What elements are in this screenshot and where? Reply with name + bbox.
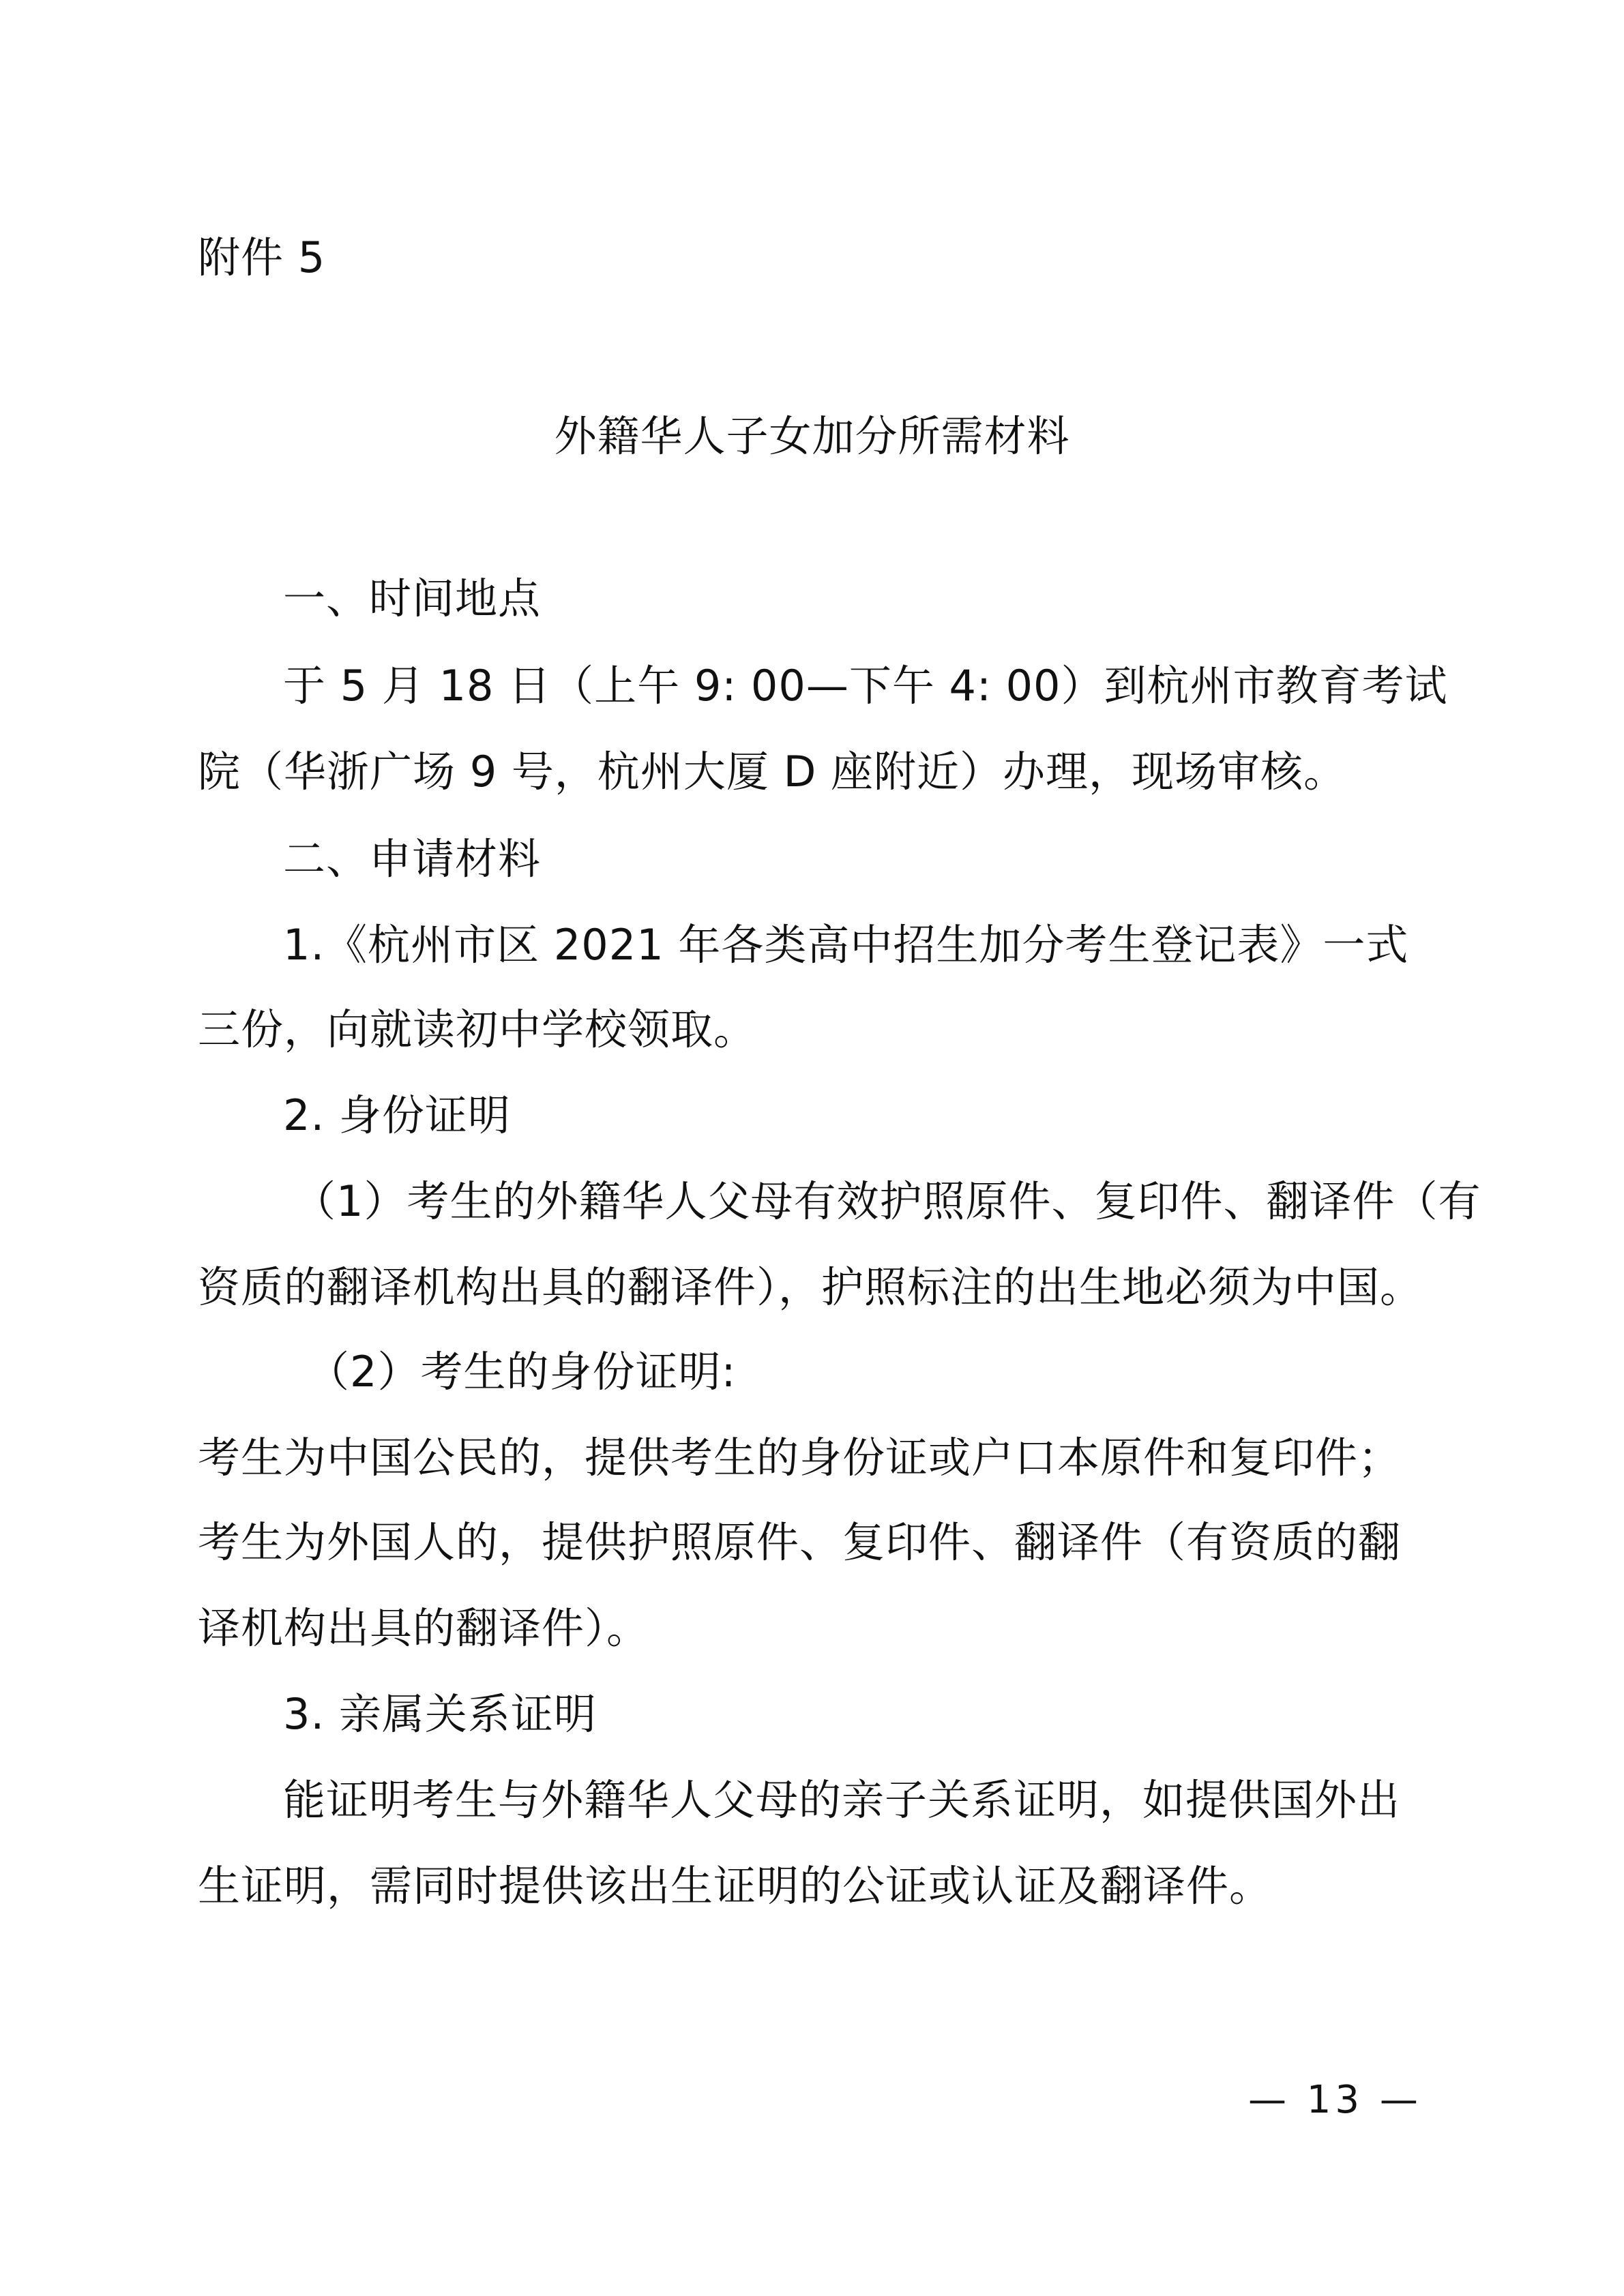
item2-sub2-line: 译机构出具的翻译件）。 (198, 1603, 650, 1653)
item3-heading: 3. 亲属关系证明 (283, 1689, 597, 1739)
item1-line: 三份，向就读初中学校领取。 (198, 1004, 757, 1054)
item3-line: 生证明，需同时提供该出生证明的公证或认证及翻译件。 (198, 1861, 1273, 1911)
section-heading-materials: 二、申请材料 (283, 834, 542, 884)
page-number: — 13 — (1248, 2078, 1422, 2122)
attachment-label: 附件 5 (198, 233, 326, 282)
item2-sub2-line: 考生为中国公民的，提供考生的身份证或户口本原件和复印件； (198, 1433, 1402, 1482)
document-title: 外籍华人子女加分所需材料 (554, 411, 1070, 461)
item2-sub1-line: 资质的翻译机构出具的翻译件），护照标注的出生地必须为中国。 (198, 1262, 1423, 1312)
item2-sub2-heading: （2）考生的身份证明: (307, 1347, 737, 1397)
section-heading-time-place: 一、时间地点 (283, 573, 542, 623)
paragraph-line: 院（华浙广场 9 号，杭州大厦 D 座附近）办理，现场审核。 (198, 747, 1347, 796)
item1-line: 1.《杭州市区 2021 年各类高中招生加分考生登记表》一式 (283, 920, 1409, 970)
item2-sub1-line: （1）考生的外籍华人父母有效护照原件、复印件、翻译件（有 (293, 1176, 1481, 1226)
item3-line: 能证明考生与外籍华人父母的亲子关系证明，如提供国外出 (283, 1775, 1401, 1825)
item2-heading: 2. 身份证明 (283, 1090, 511, 1140)
item2-sub2-line: 考生为外国人的，提供护照原件、复印件、翻译件（有资质的翻 (198, 1517, 1402, 1567)
paragraph-line: 于 5 月 18 日（上午 9: 00—下午 4: 00）到杭州市教育考试 (283, 661, 1448, 711)
